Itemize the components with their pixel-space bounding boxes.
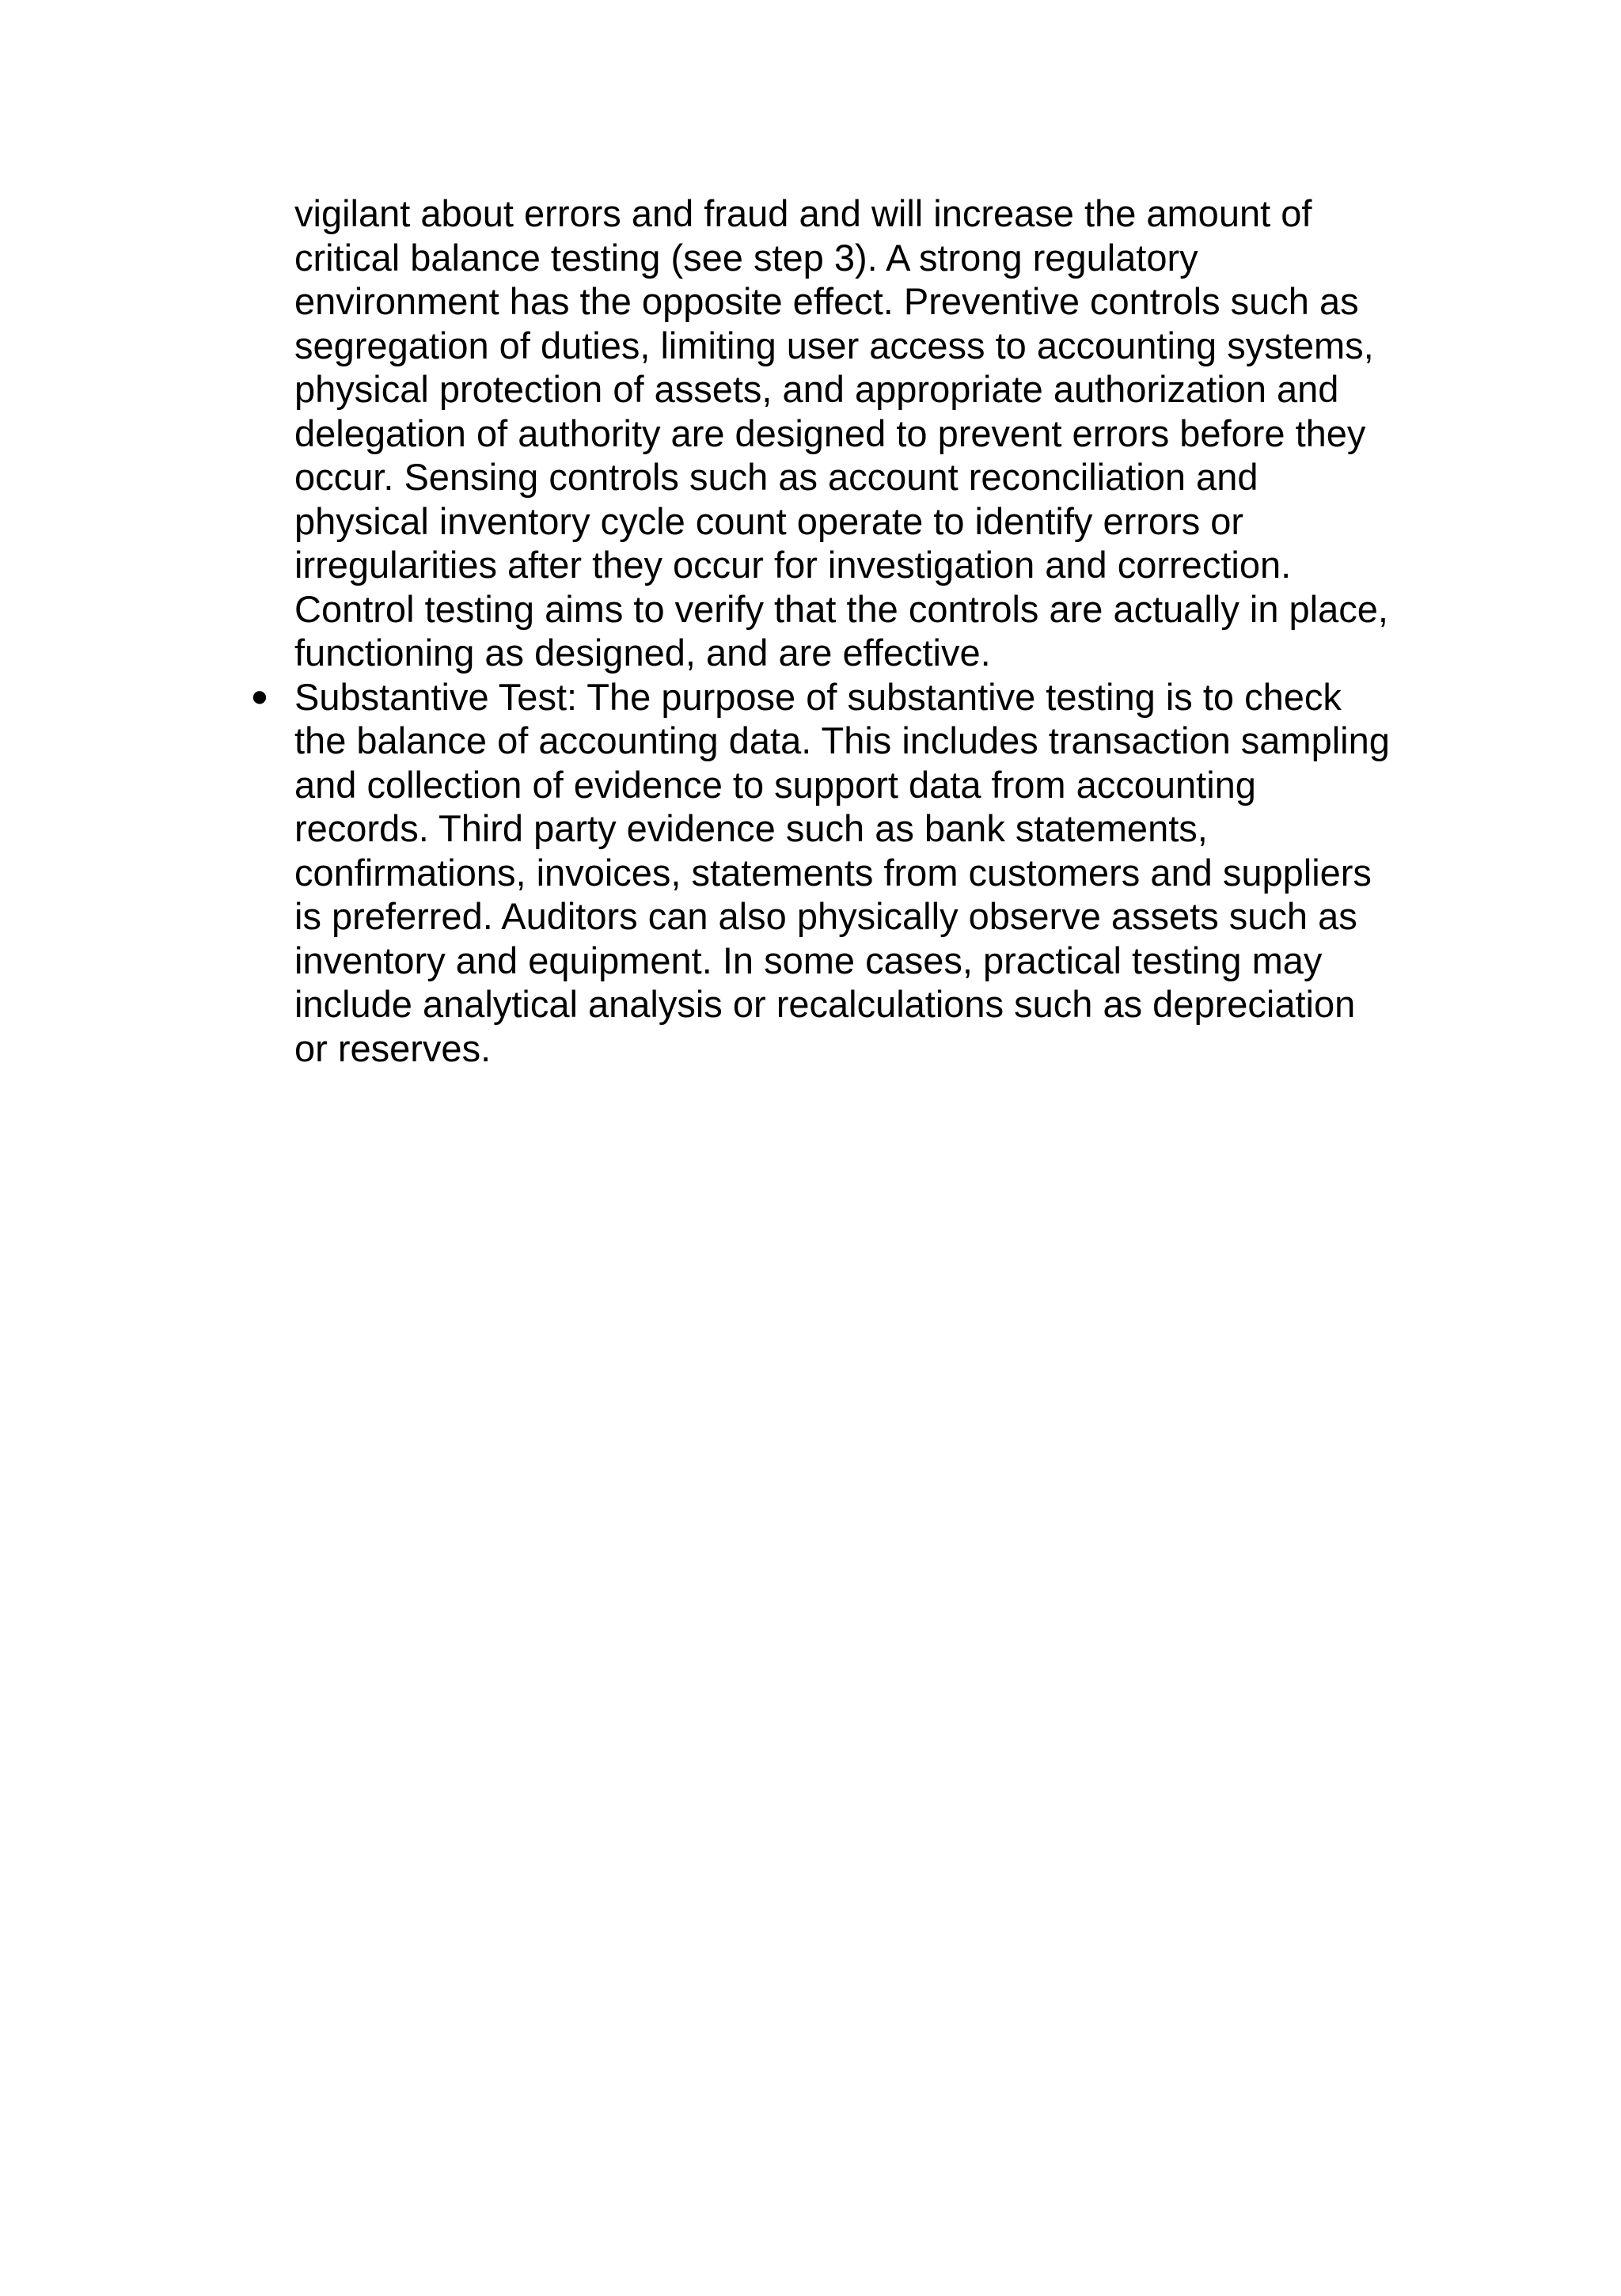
paragraph-line: environment has the opposite effect. Preventive controls such as (294, 280, 1359, 322)
paragraph-line: physical inventory cycle count operate to identify errors or (294, 499, 1244, 542)
bullet-line: records. Third party evidence such as bank statements, (294, 807, 1208, 849)
paragraph-line: Control testing aims to verify that the controls are actually in place, (294, 587, 1388, 630)
continuation-paragraph (294, 192, 1442, 675)
bullet-line: or reserves. (294, 1027, 492, 1069)
paragraph-line: segregation of duties, limiting user access to accounting systems, (294, 324, 1374, 366)
bullet-list-item (250, 675, 1442, 1071)
bullet-line: inventory and equipment. In some cases, practical testing may (294, 939, 1323, 981)
paragraph-line: occur. Sensing controls such as account reconciliation and (294, 456, 1258, 498)
bullet-line: the balance of accounting data. This includes transaction sampling (294, 719, 1390, 761)
bullet-line: confirmations, invoices, statements from customers and suppliers (294, 851, 1372, 894)
bullet-line: is preferred. Auditors can also physically observe assets such as (294, 895, 1357, 937)
paragraph-line: physical protection of assets, and appropriate authorization and (294, 368, 1339, 410)
paragraph-line: critical balance testing (see step 3). A strong regulatory (294, 236, 1198, 279)
paragraph-line: functioning as designed, and are effective. (294, 632, 991, 674)
bullet-line: Substantive Test: The purpose of substantive testing is to check (294, 675, 1342, 718)
bullet-line: and collection of evidence to support data from accounting (294, 763, 1256, 806)
paragraph-line: vigilant about errors and fraud and will increase the amount of (294, 192, 1312, 234)
document-body (250, 192, 1442, 1070)
bullet-marker: ● (250, 679, 269, 713)
bullet-line: include analytical analysis or recalculations such as depreciation (294, 983, 1356, 1025)
paragraph-line: delegation of authority are designed to prevent errors before they (294, 412, 1366, 454)
paragraph-line: irregularities after they occur for investigation and correction. (294, 544, 1292, 586)
